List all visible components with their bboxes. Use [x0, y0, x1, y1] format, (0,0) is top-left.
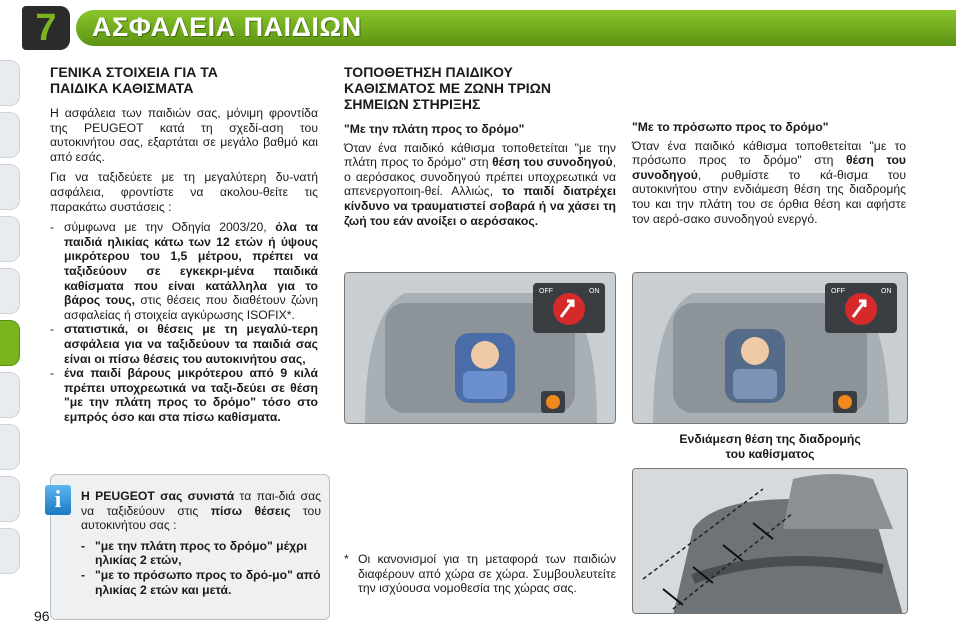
list-item: - "με την πλάτη προς το δρόμο" μέχρι ηλικίας 2 ετών,	[81, 538, 308, 568]
rear-facing-text: Όταν ένα παιδικό κάθισμα τοποθετείται "με την πλάτη προς το δρόμο" στη θέση του συνοδηγού, ο αερόσακος συνοδηγού πρέπει υποχρεωτικά να απενεργοποιη-θεί. Αλλιώς, το παιδί διατρέχει κίνδυνο να τραυματιστεί σοβαρά ή να χάσει τη ζωή του εάν ανοίξει ο αερόσακος.	[344, 140, 616, 228]
list-item: - ένα παιδί βάρους μικρότερου από 9 κιλά πρέπει υποχρεωτικά να ταξι-δεύει σε θέση "με την πλάτη προς το δρόμο" τόσο στο εμπρός όσο και στα πίσω καθίσματα.	[50, 366, 318, 424]
chapter-tab[interactable]	[0, 372, 20, 418]
forward-facing-seat-photo	[632, 272, 908, 424]
chapter-number: 7	[35, 6, 57, 49]
rear-facing-seat-photo	[344, 272, 616, 424]
chapter-tab[interactable]	[0, 528, 20, 574]
info-box	[50, 474, 330, 620]
chapter-tab[interactable]	[0, 164, 20, 210]
page-number: 96	[34, 608, 50, 624]
chapter-tab[interactable]	[0, 60, 20, 106]
middle-column	[344, 64, 616, 234]
chapter-tab[interactable]	[0, 216, 20, 262]
footnote: * Οι κανονισμοί για τη μεταφορά των παιδιών διαφέρουν από χώρα σε χώρα. Συμβουλευτείτε την ισχύουσα νομοθεσία της χώρας σας.	[344, 552, 616, 596]
section-heading-installation: ΤΟΠΟΘΕΤΗΣΗ ΠΑΙΔΙΚΟΥ ΚΑΘΙΣΜΑΤΟΣ ΜΕ ΖΩΝΗ ΤΡΙΩΝ ΣΗΜΕΙΩΝ ΣΤΗΡΙΞΗΣ	[344, 64, 552, 112]
svg-text:ON: ON	[589, 288, 600, 295]
intro-paragraph: Η ασφάλεια των παιδιών σας, μόνιμη φροντίδα της PEUGEOT κατά τη σχεδί-αση του αυτοκινήτου σας, εξαρτάται σε μεγάλο βαθμό και από εσάς.	[50, 106, 318, 164]
left-column	[50, 64, 318, 424]
page-title: ΑΣΦΑΛΕΙΑ ΠΑΙΔΙΩΝ	[92, 12, 362, 42]
subheading-forward-facing: "Με το πρόσωπο προς το δρόμο"	[632, 120, 829, 134]
chapter-tab[interactable]	[0, 424, 20, 470]
info-text: Η PEUGEOT σας συνιστά τα παι-διά σας να ταξιδεύουν στις πίσω θέσεις του αυτοκινήτου σας :	[81, 489, 321, 533]
chapter-number-box	[22, 6, 70, 50]
list-item: - σύμφωνα με την Οδηγία 2003/20, όλα τα παιδιά ηλικίας κάτω των 12 ετών ή ύψους μικρότερου του 1,5 μέτρου, πρέπει να ταξιδεύουν σε εγκεκρι-μένα παιδικά καθίσματα που είναι κατάλληλα για το βάρος τους, στις θέσεις που διαθέτουν ζώνη ασφαλείας ή στοιχεία αγκύρωσης ISOFIX*.	[50, 220, 319, 322]
chapter-tab-active[interactable]	[0, 320, 20, 366]
seat-position-caption: Ενδιάμεση θέση της διαδρομής του καθίσματος	[679, 432, 861, 461]
forward-facing-text: Όταν ένα παιδικό κάθισμα τοποθετείται "με το πρόσωπο προς το δρόμο" στη θέση του συνοδηγού, ρυθμίστε το κά-θισμα του αυτοκινήτου στην ενδιάμεση θέση της διαδρομής του και την πλάτη του σε όρθια θέση και αφήστε τον αερό-σακο συνοδηγού ενεργό.	[632, 138, 906, 226]
page-header	[22, 0, 960, 56]
info-icon: i	[45, 485, 71, 515]
section-heading-general: ΓΕΝΙΚΑ ΣΤΟΙΧΕΙΑ ΓΙΑ ΤΑ ΠΑΙΔΙΚΑ ΚΑΘΙΣΜΑΤΑ	[50, 64, 218, 96]
list-item: - στατιστικά, οι θέσεις με τη μεγαλύ-τερη ασφάλεια για να ταξιδεύουν τα παιδιά σας είναι οι πίσω θέσεις του αυτοκινήτου σας,	[50, 322, 318, 366]
recommendation-paragraph: Για να ταξιδεύετε με τη μεγαλύτερη δυ-νατή ασφάλεια, φροντίστε να ακολου-θείτε τις παρακάτω συστάσεις :	[50, 170, 318, 214]
svg-text:ON: ON	[881, 288, 892, 295]
seat-rail-photo	[632, 468, 908, 614]
svg-text:OFF: OFF	[831, 288, 845, 295]
list-item: - "με το πρόσωπο προς το δρό-μο" από ηλικίας 2 ετών και μετά.	[81, 567, 321, 597]
right-column	[632, 120, 906, 232]
subheading-rear-facing: "Με την πλάτη προς το δρόμο"	[344, 122, 525, 136]
chapter-tab[interactable]	[0, 268, 20, 314]
chapter-tab[interactable]	[0, 112, 20, 158]
svg-text:OFF: OFF	[539, 288, 553, 295]
chapter-tabs	[0, 0, 22, 640]
chapter-tab[interactable]	[0, 476, 20, 522]
